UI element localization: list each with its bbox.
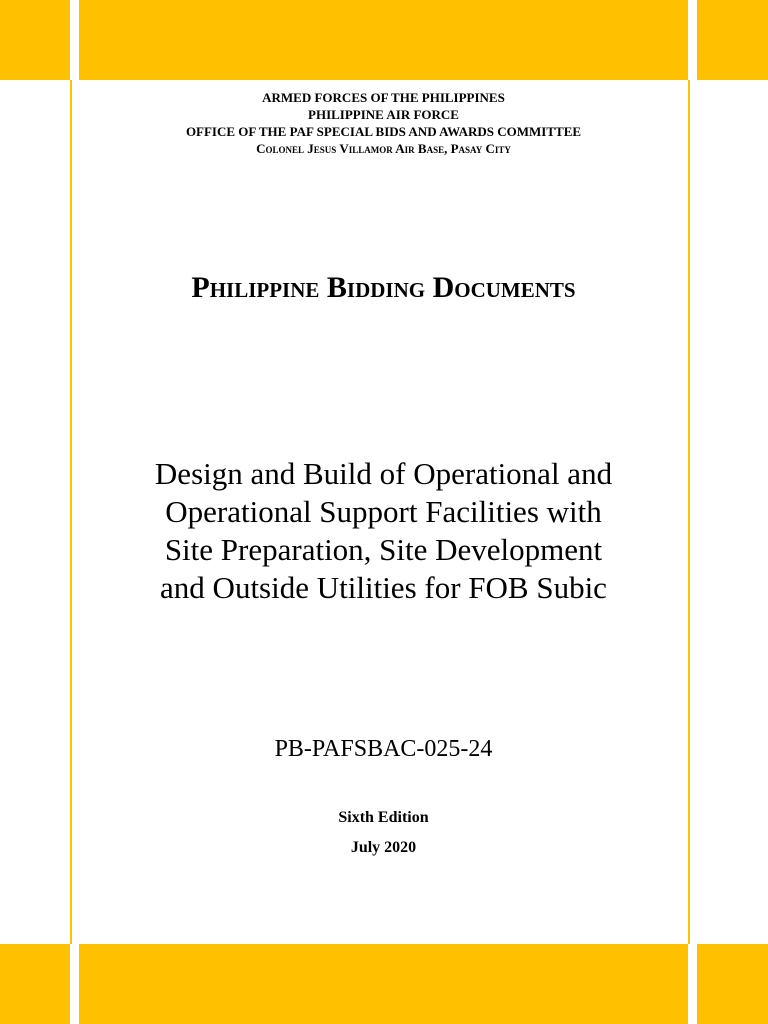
project-title bbox=[79, 455, 688, 607]
project-title-line-1: Design and Build of Operational and bbox=[154, 456, 613, 491]
office-header bbox=[79, 89, 688, 157]
top-right-band bbox=[697, 0, 768, 80]
header-line-location: Colonel Jesus Villamor Air Base, Pasay City bbox=[256, 141, 511, 156]
edition-label: Sixth Edition bbox=[338, 809, 429, 826]
bottom-center-band bbox=[79, 944, 688, 1024]
bottom-left-band bbox=[0, 944, 70, 1024]
top-left-band bbox=[0, 0, 70, 80]
edition-block bbox=[79, 803, 688, 863]
right-border-line bbox=[688, 80, 690, 944]
header-line-paf: PHILIPPINE AIR FORCE bbox=[308, 107, 459, 122]
document-title: Philippine Bidding Documents bbox=[191, 271, 576, 304]
left-border-line bbox=[70, 80, 72, 944]
top-center-band bbox=[79, 0, 688, 80]
reference-number: PB-PAFSBAC-025-24 bbox=[274, 736, 493, 762]
header-line-afp: ARMED FORCES OF THE PHILIPPINES bbox=[262, 90, 505, 105]
project-title-line-2: Operational Support Facilities with bbox=[165, 494, 602, 529]
header-line-office: OFFICE OF THE PAF SPECIAL BIDS AND AWARDS COMMITTEE bbox=[185, 124, 582, 139]
project-title-line-3: Site Preparation, Site Development bbox=[164, 532, 603, 567]
edition-date: July 2020 bbox=[350, 839, 417, 856]
bottom-right-band bbox=[697, 944, 768, 1024]
project-title-line-4: and Outside Utilities for FOB Subic bbox=[160, 570, 607, 605]
